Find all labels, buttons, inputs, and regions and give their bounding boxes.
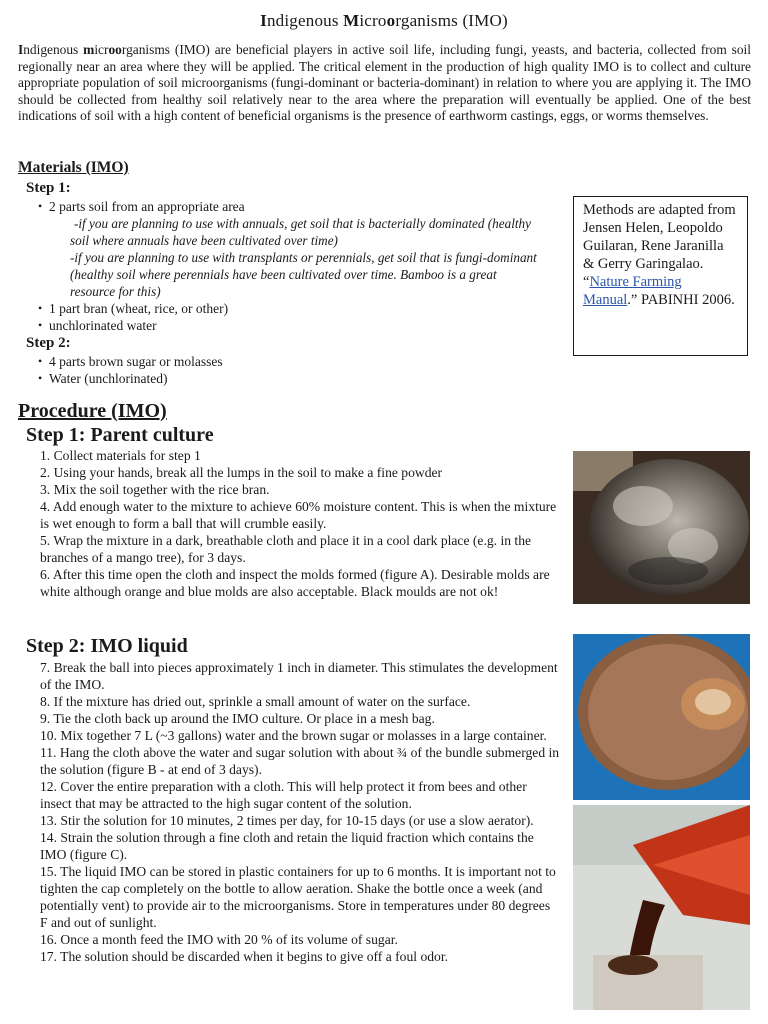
- step2-procedure-list: [40, 659, 560, 965]
- list-item: 5. Wrap the mixture in a dark, breathable cloth and place it in a cool dark place (e.g. in the branches of a mango tree), for 3 days.: [40, 533, 532, 565]
- list-item: • 1 part bran (wheat, rice, or other): [38, 300, 568, 317]
- list-item: 6. After this time open the cloth and inspect the molds formed (figure A). Desirable molds are white although orange and blue molds are also acceptable. Black moulds are not ok!: [40, 567, 550, 599]
- nature-farming-manual-link[interactable]: Nature Farming Manual: [583, 274, 682, 308]
- figure-b-photo: [573, 634, 750, 800]
- list-item: • unchlorinated water: [38, 317, 568, 334]
- materials-step1-label: Step 1:: [26, 180, 71, 196]
- perennials-note: -if you are planning to use with transplants or perennials, get soil that is fungi-dominant (healthy soil where perennials have been cultivated over time. Bamboo is a great resource for this): [70, 250, 537, 299]
- materials-step1-list-cont: [38, 300, 568, 334]
- step1-procedure-list: [40, 447, 560, 600]
- list-item: 1. Collect materials for step 1: [40, 448, 201, 463]
- figure-c-photo: [573, 805, 750, 1010]
- list-item: • Water (unchlorinated): [38, 370, 568, 387]
- list-item: • 4 parts brown sugar or molasses: [38, 353, 568, 370]
- list-item: 17. The solution should be discarded when it begins to give off a foul odor.: [40, 949, 449, 964]
- procedure-heading: Procedure (IMO): [18, 400, 167, 422]
- list-item: 12. Cover the entire preparation with a cloth. This will help protect it from bees and other insect that may be attracted to the high sugar content of the solution.: [40, 779, 527, 811]
- list-item: 16. Once a month feed the IMO with 20 % of its volume of sugar.: [40, 932, 398, 947]
- list-item: 14. Strain the solution through a fine cloth and retain the liquid fraction which contains the IMO (figure C).: [40, 830, 534, 862]
- list-item: 11. Hang the cloth above the water and sugar solution with about ¾ of the bundle submerged in the solution (figure B - at end of 3 days).: [40, 745, 560, 777]
- materials-heading: Materials (IMO): [18, 159, 129, 176]
- intro-paragraph: Indigenous microorganisms (IMO) are beneficial players in active soil life, including fungi, yeasts, and bacteria, collected from soil regionally near an area where they will be applied. The critical element in the production of high quality IMO is to collect and culture appropriate population of soil microorganisms (fungi-dominant or bacteria-dominant) in relation to where you are applying it. The IMO should be collected from healthy soil relatively near to the area where the preparation will eventually be applied. One of the best indications of soil with a high content of beneficial organisms is the presence of earthworm castings, eggs, or worms themselves.: [18, 42, 751, 124]
- list-item: 4. Add enough water to the mixture to achieve 60% moisture content. This is when the mixture is wet enough to form a ball that will crumble easily.: [40, 499, 557, 531]
- list-item: 10. Mix together 7 L (~3 gallons) water and the brown sugar or molasses in a large container.: [40, 728, 547, 743]
- list-item: 15. The liquid IMO can be stored in plastic containers for up to 6 months. It is important not to tighten the cap completely on the bottle to allow aeration. Shake the bottle once a week (and potentially vent) to provide air to the microorganisms. Store in temperatures under 80 degrees F and out of sunlight.: [40, 864, 556, 930]
- list-item: 7. Break the ball into pieces approximately 1 inch in diameter. This stimulates the development of the IMO.: [40, 660, 558, 692]
- list-item: 13. Stir the solution for 10 minutes, 2 times per day, for 10-15 days (or use a slow aerator).: [40, 813, 534, 828]
- list-item: 2. Using your hands, break all the lumps in the soil to make a fine powder: [40, 465, 443, 480]
- list-item: 9. Tie the cloth back up around the IMO culture. Or place in a mesh bag.: [40, 711, 435, 726]
- list-item: 8. If the mixture has dried out, sprinkle a small amount of water on the surface.: [40, 694, 471, 709]
- materials-step2-label: Step 2:: [26, 335, 71, 351]
- annuals-note: -if you are planning to use with annuals, get soil that is bacterially dominated (healthy soil where annuals have been cultivated over time): [70, 216, 531, 248]
- figure-a-photo: [573, 451, 750, 604]
- list-item: • 2 parts soil from an appropriate area: [38, 198, 568, 215]
- source-citation-box: Methods are adapted from Jensen Helen, Leopoldo Guilaran, Rene Jaranilla & Gerry Garingalao. “Nature Farming Manual.” PABINHI 2006.: [573, 196, 748, 356]
- materials-step1-list: [38, 198, 568, 215]
- page-title: Indigenous Microorganisms (IMO): [260, 11, 508, 30]
- step2-heading: Step 2: IMO liquid: [26, 635, 188, 657]
- materials-step2-list: [38, 353, 568, 387]
- list-item: 3. Mix the soil together with the rice bran.: [40, 482, 270, 497]
- step1-heading: Step 1: Parent culture: [26, 424, 214, 446]
